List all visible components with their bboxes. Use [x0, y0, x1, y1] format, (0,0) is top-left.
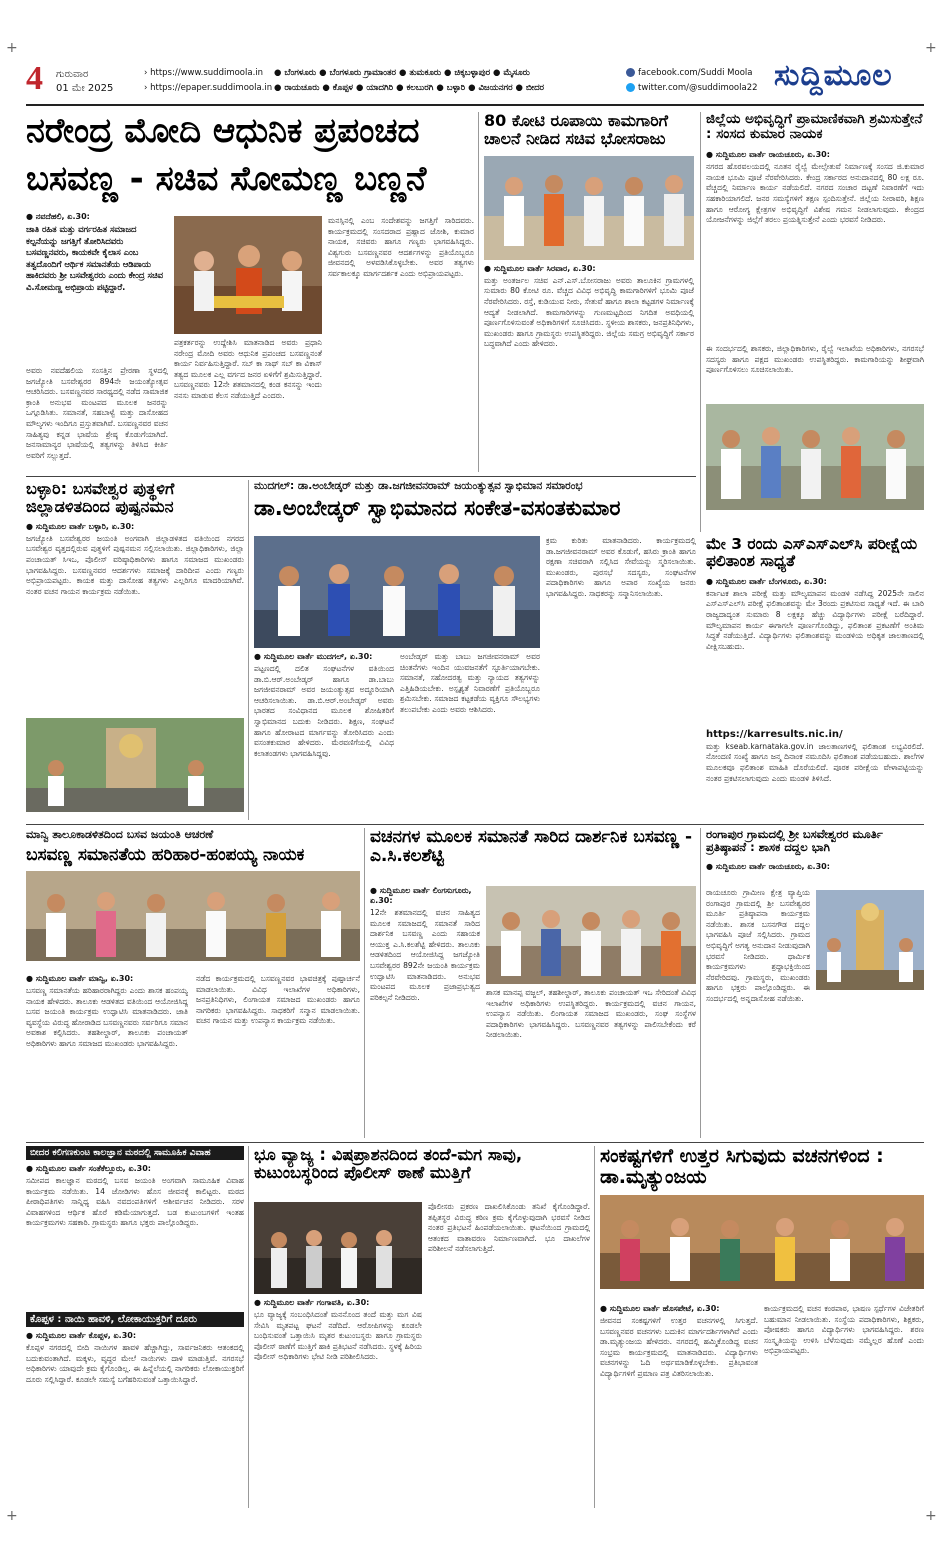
byline: ● ಸುದ್ದಿಮೂಲ ವಾರ್ತೆ ಬಳ್ಳಾರಿ, ಏ.30: [26, 521, 135, 531]
news-photo [484, 156, 694, 260]
byline: ● ಸುದ್ದಿಮೂಲ ವಾರ್ತೆ ಮುದಗಲ್, ಏ.30: [254, 652, 373, 661]
headline: ಕೊಪ್ಪಳ : ನಾಯಿ ಹಾವಳಿ, ಲೋಕಾಯುಕ್ತರಿಗೆ ದೂರು [26, 1312, 244, 1327]
body-text: ನಡೆದ ಕಾರ್ಯಕ್ರಮದಲ್ಲಿ ಬಸವಣ್ಣನವರ ಭಾವಚಿತ್ರಕ್ಕೆ ಪುಷ್ಪಾರ್ಚನೆ ಮಾಡಲಾಯಿತು. ವಿವಿಧ ಇಲಾಖೆಗಳ ಅಧಿಕಾರಿಗಳು, ಜನಪ್ರತಿನಿಧಿಗಳು, ಲಿಂಗಾಯತ ಸಮಾಜದ ಮುಖಂಡರು ಹಾಗೂ ನಾಗರಿಕರು ಭಾಗವಹಿಸಿದ್ದರು. ಸಾಧಕರಿಗೆ ಸನ್ಮಾನ ಮಾಡಲಾಯಿತು. ವಚನ ಗಾಯನ ಮತ್ತು ಉಪನ್ಯಾಸ ಕಾರ್ಯಕ್ರಮ ನಡೆಯಿತು. [196, 974, 360, 1026]
body-text: ಪೊಲೀಸರು ಪ್ರಕರಣ ದಾಖಲಿಸಿಕೊಂಡು ತನಿಖೆ ಕೈಗೊಂಡಿದ್ದಾರೆ. ತಪ್ಪಿತಸ್ಥರ ವಿರುದ್ಧ ಕಠಿಣ ಕ್ರಮ ಕೈಗೊಳ್ಳುವುದಾಗಿ ಭರವಸೆ ನೀಡಿದ ನಂತರ ಪ್ರತಿಭಟನೆ ಹಿಂಪಡೆಯಲಾಯಿತು. ಘಟನೆಯಿಂದ ಗ್ರಾಮದಲ್ಲಿ ಆತಂಕದ ವಾತಾವರಣ ನಿರ್ಮಾಣವಾಗಿದೆ. ಭೂ ದಾಖಲೆಗಳ ಪರಿಶೀಲನೆ ನಡೆಸಲಾಗುತ್ತಿದೆ. [428, 1202, 590, 1254]
page-number: 4 [26, 60, 43, 97]
facebook-link[interactable]: facebook.com/Suddi Moola [638, 68, 753, 78]
headline: ಜಿಲ್ಲೆಯ ಅಭಿವೃದ್ಧಿಗೆ ಪ್ರಾಮಾಣಿಕವಾಗಿ ಶ್ರಮಿಸುತ್ತೇನೆ : ಸಂಸದ ಕುಮಾರ ನಾಯಕ [706, 111, 923, 143]
globe-icon: › [144, 83, 151, 93]
byline: ● ಸುದ್ದಿಮೂಲ ವಾರ್ತೆ ಸಿರವಾರ, ಏ.30: [484, 263, 596, 273]
byline: ● ನವದೆಹಲಿ, ಏ.30: [26, 212, 90, 221]
body-text: ಪತ್ರಕರ್ತರನ್ನು ಉದ್ದೇಶಿಸಿ ಮಾತನಾಡಿದ ಅವರು ಪ್ರಧಾನಿ ನರೇಂದ್ರ ಮೋದಿ ಅವರು ಆಧುನಿಕ ಪ್ರಪಂಚದ ಬಸವಣ್ಣನಂತೆ ಕಾರ್ಯ ನಿರ್ವಹಿಸುತ್ತಿದ್ದಾರೆ. ಸಬ್ ಕಾ ಸಾಥ್ ಸಬ್ ಕಾ ವಿಕಾಸ್ ತತ್ವದ ಮೂಲಕ ಎಲ್ಲ ವರ್ಗದ ಜನರ ಏಳಿಗೆಗೆ ಶ್ರಮಿಸುತ್ತಿದ್ದಾರೆ. ಬಸವಣ್ಣನವರು 12ನೇ ಶತಮಾನದಲ್ಲಿ ಕಂಡ ಕನಸನ್ನು ಇಂದು ನನಸು ಮಾಡುವ ಕೆಲಸ ನಡೆಯುತ್ತಿದೆ ಎಂದರು. [174, 338, 322, 400]
masthead [26, 58, 926, 106]
body-text: ಮತ್ತು kseab.karnataka.gov.in ಜಾಲತಾಣಗಳಲ್ಲಿ ಫಲಿತಾಂಶ ಲಭ್ಯವಿರಲಿದೆ. ನೋಂದಣಿ ಸಂಖ್ಯೆ ಹಾಗೂ ಜನ್ಮ ದಿನಾಂಕ ನಮೂದಿಸಿ ಫಲಿತಾಂಶ ಪಡೆಯಬಹುದು. ಶಾಲೆಗಳ ಮೂಲಕವೂ ಫಲಿತಾಂಶ ಮಾಹಿತಿ ದೊರೆಯಲಿದೆ. ಪೂರಕ ಪರೀಕ್ಷೆಯ ವೇಳಾಪಟ್ಟಿಯನ್ನು ನಂತರ ಪ್ರಕಟಿಸಲಾಗುವುದು ಎಂದು ಮಂಡಳಿ ತಿಳಿಸಿದೆ. [706, 741, 924, 783]
article-bidar [26, 1146, 244, 1306]
article-vachana [370, 828, 696, 1138]
body-text: ಸಮೀಪದ ಕಾಲಜ್ಞಾನ ಮಠದಲ್ಲಿ ಬಸವ ಜಯಂತಿ ಅಂಗವಾಗಿ ಸಾಮೂಹಿಕ ವಿವಾಹ ಕಾರ್ಯಕ್ರಮ ನಡೆಯಿತು. 14 ಜೋಡಿಗಳು ಹೊಸ ಜೀವನಕ್ಕೆ ಕಾಲಿಟ್ಟರು. ಮಠದ ಪೀಠಾಧಿಪತಿಗಳು ಸಾನ್ನಿಧ್ಯ ವಹಿಸಿ ನವದಂಪತಿಗಳಿಗೆ ಆಶೀರ್ವಚನ ನೀಡಿದರು. ಸರಳ ವಿವಾಹಗಳಿಂದ ಆರ್ಥಿಕ ಹೊರೆ ಕಡಿಮೆಯಾಗುತ್ತದೆ. ಬಡ ಕುಟುಂಬಗಳಿಗೆ ಇಂತಹ ಕಾರ್ಯಕ್ರಮಗಳು ಸಹಕಾರಿ. ಗ್ರಾಮಸ್ಥರು ಹಾಗೂ ಭಕ್ತರು ಪಾಲ್ಗೊಂಡಿದ್ದರು. [26, 1176, 244, 1228]
headline: ಬೀದರ ಕಲಿಗಣಕುಂಟ ಕಾಲಜ್ಞಾನ ಮಠದಲ್ಲಿ ಸಾಮೂಹಿಕ ವಿವಾಹ [26, 1146, 244, 1160]
crop-mark: + [925, 40, 937, 56]
social-links [626, 66, 758, 96]
byline: ● ಸುದ್ದಿಮೂಲ ವಾರ್ತೆ ಮಾನ್ವಿ, ಏ.30: [26, 974, 134, 983]
body-text: ಕೊಪ್ಪಳ ನಗರದಲ್ಲಿ ಬೀದಿ ನಾಯಿಗಳ ಹಾವಳಿ ಹೆಚ್ಚಾಗಿದ್ದು, ಸಾರ್ವಜನಿಕರು ಆತಂಕದಲ್ಲಿ ಬದುಕುವಂತಾಗಿದೆ. ಮಕ್ಕಳು, ವೃದ್ಧರ ಮೇಲೆ ನಾಯಿಗಳು ದಾಳಿ ಮಾಡುತ್ತಿವೆ. ನಗರಸಭೆ ಅಧಿಕಾರಿಗಳು ಯಾವುದೇ ಕ್ರಮ ಕೈಗೊಂಡಿಲ್ಲ. ಈ ಹಿನ್ನೆಲೆಯಲ್ಲಿ ನಾಗರಿಕರು ಲೋಕಾಯುಕ್ತರಿಗೆ ದೂರು ಸಲ್ಲಿಸಿದ್ದಾರೆ. ಕೂಡಲೇ ಸಮಸ್ಯೆ ಬಗೆಹರಿಸುವಂತೆ ಒತ್ತಾಯಿಸಿದ್ದಾರೆ. [26, 1343, 244, 1384]
news-photo [174, 216, 322, 334]
crop-mark: + [6, 1508, 18, 1524]
twitter-icon [626, 83, 635, 92]
body-text: ಮತ್ತು ಅಂತರ್ಜಲ ಸಚಿವ ಎನ್.ಎಸ್.ಬೋಸರಾಜು ಅವರು ತಾಲೂಕಿನ ಗ್ರಾಮಗಳಲ್ಲಿ ಸುಮಾರು 80 ಕೋಟಿ ರೂ. ವೆಚ್ಚದ ವಿವಿಧ ಅಭಿವೃದ್ಧಿ ಕಾಮಗಾರಿಗಳಿಗೆ ಭೂಮಿ ಪೂಜೆ ನೆರವೇರಿಸಿದರು. ರಸ್ತೆ, ಕುಡಿಯುವ ನೀರು, ಸೇತುವೆ ಹಾಗೂ ಶಾಲಾ ಕಟ್ಟಡಗಳ ನಿರ್ಮಾಣಕ್ಕೆ ಆದ್ಯತೆ ನೀಡಲಾಗಿದೆ. ಕಾಮಗಾರಿಗಳನ್ನು ಗುಣಮಟ್ಟದಿಂದ ನಿಗದಿತ ಅವಧಿಯಲ್ಲಿ ಪೂರ್ಣಗೊಳಿಸುವಂತೆ ಅಧಿಕಾರಿಗಳಿಗೆ ಸೂಚಿಸಿದರು. ಸ್ಥಳೀಯ ಶಾಸಕರು, ಜನಪ್ರತಿನಿಧಿಗಳು, ಮುಖಂಡರು ಹಾಗೂ ಗ್ರಾಮಸ್ಥರು ಉಪಸ್ಥಿತರಿದ್ದರು. ಜಿಲ್ಲೆಯ ಸಮಗ್ರ ಅಭಿವೃದ್ಧಿಗೆ ಸರ್ಕಾರ ಬದ್ಧವಾಗಿದೆ ಎಂದು ಹೇಳಿದರು. [484, 275, 694, 349]
column-rule [248, 480, 249, 820]
body-text: ಅಂಬೇಡ್ಕರ್ ಮತ್ತು ಬಾಬು ಜಗಜೀವನರಾಮ್ ಅವರ ಚಿಂತನೆಗಳು ಇಂದಿನ ಯುವಜನತೆಗೆ ಸ್ಫೂರ್ತಿಯಾಗಬೇಕು. ಸಮಾನತೆ, ಸಹೋದರತ್ವ ಮತ್ತು ನ್ಯಾಯದ ತತ್ವಗಳನ್ನು ಎತ್ತಿಹಿಡಿಯಬೇಕು. ಅಸ್ಪೃಶ್ಯತೆ ನಿವಾರಣೆಗೆ ಪ್ರತಿಯೊಬ್ಬರೂ ಶ್ರಮಿಸಬೇಕು. ಸಮಾಜದ ಕಟ್ಟಕಡೆಯ ವ್ಯಕ್ತಿಗೂ ಸೌಲಭ್ಯಗಳು ತಲುಪಬೇಕು ಎಂದು ಅವರು ಆಶಿಸಿದರು. [400, 652, 540, 714]
byline: ● ಸುದ್ದಿಮೂಲ ವಾರ್ತೆ ಕೊಪ್ಪಳ, ಏ.30: [26, 1331, 137, 1340]
body-text: ಬಸವಣ್ಣ ಸಮಾನತೆಯ ಹರಿಹಾರರಾಗಿದ್ದರು ಎಂದು ಶಾಸಕ ಹಂಪಯ್ಯ ನಾಯಕ ಹೇಳಿದರು. ತಾಲೂಕು ಆಡಳಿತದ ವತಿಯಿಂದ ಆಯೋಜಿಸಿದ್ದ ಬಸವ ಜಯಂತಿ ಕಾರ್ಯಕ್ರಮ ಉದ್ಘಾಟಿಸಿ ಮಾತನಾಡಿದರು. ಜಾತಿ ವ್ಯವಸ್ಥೆಯ ವಿರುದ್ಧ ಹೋರಾಡಿದ ಬಸವಣ್ಣನವರು ಸರ್ವರಿಗೂ ಸಮಾನ ಅವಕಾಶ ಕಲ್ಪಿಸಿದರು. ತಹಶೀಲ್ದಾರ್, ತಾಲೂಕು ಪಂಚಾಯತ್ ಅಧಿಕಾರಿಗಳು ಹಾಗೂ ಸಮಾಜದ ಮುಖಂಡರು ಭಾಗವಹಿಸಿದ್ದರು. [26, 986, 188, 1048]
byline: ● ಸುದ್ದಿಮೂಲ ವಾರ್ತೆ ಹೊಸಪೇಟೆ, ಏ.30: [600, 1304, 720, 1313]
headline: ಸಂಕಷ್ಟಗಳಿಗೆ ಉತ್ತರ ಸಿಗುವುದು ವಚನಗಳಿಂದ : ಡಾ.ಮೃತ್ಯುಂಜಯ [600, 1145, 884, 1189]
column-rule [248, 1146, 249, 1508]
headline: ಡಾ.ಅಂಬೇಡ್ಕರ್ ಸ್ವಾಭಿಮಾನದ ಸಂಕೇತ-ವಸಂತಕುಮಾರ [254, 496, 621, 520]
column-rule [594, 1146, 595, 1508]
news-photo [254, 536, 540, 648]
headline: 80 ಕೋಟಿ ರೂಪಾಯಿ ಕಾಮಗಾರಿಗೆ ಚಾಲನೆ ನೀಡಿದ ಸಚಿವ ಭೋಸರಾಜು [484, 111, 668, 148]
article-ballari [26, 480, 244, 820]
news-photo [486, 886, 696, 984]
masthead-rule [26, 104, 924, 106]
news-photo [816, 890, 924, 990]
article-rangapura [706, 828, 924, 1138]
body-text: ಕಾರ್ಯಕ್ರಮದಲ್ಲಿ ವಚನ ಕಂಠಪಾಠ, ಭಾಷಣ ಸ್ಪರ್ಧೆಗಳ ವಿಜೇತರಿಗೆ ಬಹುಮಾನ ನೀಡಲಾಯಿತು. ಸಂಸ್ಥೆಯ ಪದಾಧಿಕಾರಿಗಳು, ಶಿಕ್ಷಕರು, ಪೋಷಕರು ಹಾಗೂ ವಿದ್ಯಾರ್ಥಿಗಳು ಭಾಗವಹಿಸಿದ್ದರು. ಶರಣ ಸಂಸ್ಕೃತಿಯನ್ನು ಉಳಿಸಿ ಬೆಳೆಸುವುದು ನಮ್ಮೆಲ್ಲರ ಹೊಣೆ ಎಂದು ಅಭಿಪ್ರಾಯಪಟ್ಟರು. [764, 1304, 924, 1356]
body-text: ಕರ್ನಾಟಕ ಶಾಲಾ ಪರೀಕ್ಷೆ ಮತ್ತು ಮೌಲ್ಯಮಾಪನ ಮಂಡಳಿ ನಡೆಸಿದ್ದ 2025ನೇ ಸಾಲಿನ ಎಸ್‌ಎಸ್‌ಎಲ್‌ಸಿ ಪರೀಕ್ಷೆ ಫಲಿತಾಂಶವನ್ನು ಮೇ 3ರಂದು ಪ್ರಕಟಿಸುವ ಸಾಧ್ಯತೆ ಇದೆ. ಈ ಬಾರಿ ರಾಜ್ಯದಾದ್ಯಂತ ಸುಮಾರು 8 ಲಕ್ಷಕ್ಕೂ ಹೆಚ್ಚು ವಿದ್ಯಾರ್ಥಿಗಳು ಪರೀಕ್ಷೆ ಬರೆದಿದ್ದಾರೆ. ಮೌಲ್ಯಮಾಪನ ಕಾರ್ಯ ಈಗಾಗಲೇ ಪೂರ್ಣಗೊಂಡಿದ್ದು, ಫಲಿತಾಂಶ ಪ್ರಕಟಣೆಗೆ ಅಂತಿಮ ಸಿದ್ಧತೆ ನಡೆಯುತ್ತಿದೆ. ವಿದ್ಯಾರ್ಥಿಗಳು ಫಲಿತಾಂಶವನ್ನು ಮಂಡಳಿಯ ಅಧಿಕೃತ ಜಾಲತಾಣದಲ್ಲಿ ವೀಕ್ಷಿಸಬಹುದು. [706, 588, 924, 651]
news-photo [600, 1195, 924, 1289]
headline: ನರೇಂದ್ರ ಮೋದಿ ಆಧುನಿಕ ಪ್ರಪಂಚದ [26, 111, 420, 151]
globe-icon: › [144, 68, 151, 78]
headline: ವಚನಗಳ ಮೂಲಕ ಸಮಾನತೆ ಸಾರಿದ ದಾರ್ಶನಿಕ ಬಸವಣ್ಣ - ಎ.ಸಿ.ಕಲಶೆಟ್ಟಿ [370, 827, 693, 867]
lead-text: ಜಾತಿ ರಹಿತ ಮತ್ತು ವರ್ಗರಹಿತ ಸಮಾಜದ ಕಲ್ಪನೆಯನ್ನು ಜಗತ್ತಿಗೆ ತೋರಿಸಿದವರು ಬಸವಣ್ಣನವರು, ಕಾಯಕವೇ ಕೈಲಾಸ ಎಂಬ ತತ್ವದೊಂದಿಗೆ ಆರ್ಥಿಕ ಸಮಾನತೆಯ ಆಡಿಪಾಯ ಹಾಕಿದವರು ಶ್ರೀ ಬಸವೇಶ್ವರರು ಎಂದು ಕೇಂದ್ರ ಸಚಿವ ವಿ.ಸೋಮಣ್ಣ ಅಭಿಪ್ರಾಯ ಪಟ್ಟಿದ್ದಾರೆ. [26, 224, 163, 292]
results-link[interactable]: https://karresults.nic.in/ [706, 728, 843, 740]
article-ambedkar [254, 480, 696, 820]
column-rule [700, 828, 701, 1138]
article-mruthyunjaya [600, 1146, 924, 1508]
article-sslc [706, 536, 924, 820]
day-label: ಗುರುವಾರ [56, 69, 89, 80]
byline: ● ಸುದ್ದಿಮೂಲ ವಾರ್ತೆ ಗಂಗಾವತಿ, ಏ.30: [254, 1298, 370, 1307]
byline: ● ಸುದ್ದಿಮೂಲ ವಾರ್ತೆ ರಾಯಚೂರು, ಏ.30: [706, 861, 830, 871]
article-bhosaraju [484, 112, 694, 472]
article-koppal [26, 1312, 244, 1508]
body-text: ನಗರದ ಹೊರವಲಯದಲ್ಲಿ ನೂತನ ರೈಲ್ವೆ ಮೇಲ್ಸೇತುವೆ ನಿರ್ಮಾಣಕ್ಕೆ ಸಂಸದ ಜಿ.ಕುಮಾರ ನಾಯಕ ಭೂಮಿ ಪೂಜೆ ನೆರವೇರಿಸಿದರು. ಕೇಂದ್ರ ಸರ್ಕಾರದ ಅನುದಾನದಲ್ಲಿ 80 ಲಕ್ಷ ರೂ. ವೆಚ್ಚದಲ್ಲಿ ನಿರ್ಮಾಣ ಕಾರ್ಯ ನಡೆಯಲಿದೆ. ನಗರದ ಸಂಚಾರ ದಟ್ಟಣೆ ನಿವಾರಣೆಗೆ ಇದು ಸಹಕಾರಿಯಾಗಲಿದೆ. ಜನರ ಸಮಸ್ಯೆಗಳಿಗೆ ತಕ್ಷಣ ಸ್ಪಂದಿಸುತ್ತೇನೆ. ಜಿಲ್ಲೆಯ ನೀರಾವರಿ, ಶಿಕ್ಷಣ ಹಾಗೂ ಆರೋಗ್ಯ ಕ್ಷೇತ್ರಗಳ ಅಭಿವೃದ್ಧಿಗೆ ವಿಶೇಷ ಗಮನ ನೀಡಲಾಗುವುದು. ಕೇಂದ್ರದ ಯೋಜನೆಗಳನ್ನು ಜಿಲ್ಲೆಗೆ ತರಲು ಪ್ರಯತ್ನಿಸುತ್ತೇನೆ ಎಂದು ಭರವಸೆ ನೀಡಿದರು. [706, 162, 924, 225]
headline: ಮೇ 3 ರಂದು ಎಸ್‌ಎಸ್‌ಎಲ್‌ಸಿ ಪರೀಕ್ಷೆಯ ಫಲಿತಾಂಶ ಸಾಧ್ಯತೆ [706, 535, 918, 571]
byline: ● ಸುದ್ದಿಮೂಲ ವಾರ್ತೆ ಸಂತೆಕೆಲ್ಲೂರು, ಏ.30: [26, 1164, 151, 1173]
body-text: ಶಾಸಕ ಮಾನಪ್ಪ ವಜ್ಜಲ್, ತಹಶೀಲ್ದಾರ್, ತಾಲೂಕು ಪಂಚಾಯತ್ ಇಒ ಸೇರಿದಂತೆ ವಿವಿಧ ಇಲಾಖೆಗಳ ಅಧಿಕಾರಿಗಳು ಉಪಸ್ಥಿತರಿದ್ದರು. ಕಾರ್ಯಕ್ರಮದಲ್ಲಿ ವಚನ ಗಾಯನ, ಉಪನ್ಯಾಸ ನಡೆಯಿತು. ಲಿಂಗಾಯತ ಸಮಾಜದ ಮುಖಂಡರು, ಸಂಘ ಸಂಸ್ಥೆಗಳ ಪದಾಧಿಕಾರಿಗಳು ಭಾಗವಹಿಸಿದ್ದರು. ಬಸವಣ್ಣನವರ ತತ್ವಗಳನ್ನು ಪಾಲಿಸಬೇಕೆಂದು ಕರೆ ನೀಡಲಾಯಿತು. [486, 988, 696, 1040]
headline: ಭೂ ವ್ಯಾಜ್ಯ : ವಿಷಪ್ರಾಶನದಿಂದ ತಂದೆ-ಮಗ ಸಾವು, ಕುಟುಂಬಸ್ಥರಿಂದ ಪೊಲೀಸ್ ಠಾಣೆ ಮುತ್ತಿಗೆ [254, 1145, 523, 1183]
section-rule [26, 476, 696, 477]
byline: ● ಸುದ್ದಿಮೂಲ ವಾರ್ತೆ ಬೆಂಗಳೂರು, ಏ.30: [706, 576, 827, 586]
epaper-link[interactable]: https://epaper.suddimoola.in [150, 83, 273, 93]
byline: ● ಸುದ್ದಿಮೂಲ ವಾರ್ತೆ ರಾಯಚೂರು, ಏ.30: [706, 150, 830, 160]
headline: ರಂಗಾಪುರ ಗ್ರಾಮದಲ್ಲಿ ಶ್ರೀ ಬಸವೇಶ್ವರರ ಮೂರ್ತಿ ಪ್ರತಿಷ್ಠಾಪನೆ : ಶಾಸಕ ದದ್ದಲ ಭಾಗಿ [706, 827, 883, 854]
article-kumar-nayak [706, 112, 924, 532]
byline: ● ಸುದ್ದಿಮೂಲ ವಾರ್ತೆ ಲಿಂಗಸುಗೂರು, ಏ.30: [370, 886, 472, 905]
body-text: ಪಟ್ಟಣದಲ್ಲಿ ದಲಿತ ಸಂಘಟನೆಗಳ ವತಿಯಿಂದ ಡಾ.ಬಿ.ಆರ್.ಅಂಬೇಡ್ಕರ್ ಹಾಗೂ ಡಾ.ಬಾಬು ಜಗಜೀವನರಾಮ್ ಅವರ ಜಯಂತ್ಯುತ್ಸವ ಅದ್ಧೂರಿಯಾಗಿ ಆಚರಿಸಲಾಯಿತು. ಡಾ.ಬಿ.ಆರ್.ಅಂಬೇಡ್ಕರ್ ಅವರು ಭಾರತದ ಸಂವಿಧಾನದ ಮೂಲಕ ಶೋಷಿತರಿಗೆ ಸ್ವಾಭಿಮಾನದ ಬದುಕು ನೀಡಿದರು. ಶಿಕ್ಷಣ, ಸಂಘಟನೆ ಹಾಗೂ ಹೋರಾಟದ ಮಾರ್ಗವನ್ನು ತೋರಿಸಿದರು ಎಂದು ವಸಂತಕುಮಾರ ಹೇಳಿದರು. ಮೆರವಣಿಗೆಯಲ್ಲಿ ವಿವಿಧ ಕಲಾತಂಡಗಳು ಭಾಗವಹಿಸಿದ್ದವು. [254, 664, 394, 758]
website-link[interactable]: https://www.suddimoola.in [150, 68, 264, 78]
city-row: ● ಬೆಂಗಳೂರು ● ಬೆಂಗಳೂರು ಗ್ರಾಮಾಂತರ ● ತುಮಕೂರು ● ಚಿಕ್ಕಬಳ್ಳಾಪುರ ● ಮೈಸೂರು [274, 68, 530, 78]
crop-mark: + [6, 40, 18, 56]
body-text: ಮನಸ್ಸಿನಲ್ಲಿ ಎಂಬ ಸಂದೇಶವನ್ನು ಜಗತ್ತಿಗೆ ಸಾರಿದವರು. ಕಾರ್ಯಕ್ರಮದಲ್ಲಿ ಸಂಸದರಾದ ಪ್ರಹ್ಲಾದ ಜೋಶಿ, ಕುಮಾರ ನಾಯಕ, ಸಚಿವರು ಹಾಗೂ ಗಣ್ಯರು ಭಾಗವಹಿಸಿದ್ದರು. ವಿಶ್ವಗುರು ಬಸವಣ್ಣನವರ ಆದರ್ಶಗಳನ್ನು ಪ್ರತಿಯೊಬ್ಬರೂ ಜೀವನದಲ್ಲಿ ಅಳವಡಿಸಿಕೊಳ್ಳಬೇಕು. ಅವರ ತತ್ವಗಳು ಸರ್ವಕಾಲಕ್ಕೂ ಮಾರ್ಗದರ್ಶಕ ಎಂದು ಅಭಿಪ್ರಾಯಪಟ್ಟರು. [328, 216, 474, 278]
body-text: 12ನೇ ಶತಮಾನದಲ್ಲಿ ವಚನ ಸಾಹಿತ್ಯದ ಮೂಲಕ ಸಮಾಜದಲ್ಲಿ ಸಮಾನತೆ ಸಾರಿದ ದಾರ್ಶನಿಕ ಬಸವಣ್ಣ ಎಂದು ಸಹಾಯಕ ಆಯುಕ್ತ ಎ.ಸಿ.ಕಲಶೆಟ್ಟಿ ಹೇಳಿದರು. ತಾಲೂಕು ಆಡಳಿತದಿಂದ ಆಯೋಜಿಸಿದ್ದ ಜಗಜ್ಯೋತಿ ಬಸವೇಶ್ವರರ 892ನೇ ಜಯಂತಿ ಕಾರ್ಯಕ್ರಮ ಉದ್ಘಾಟಿಸಿ ಮಾತನಾಡಿದರು. ಅನುಭವ ಮಂಟಪದ ಮೂಲಕ ಪ್ರಜಾಪ್ರಭುತ್ವದ ಪರಿಕಲ್ಪನೆ ನೀಡಿದರು. [370, 908, 480, 1002]
column-rule [478, 112, 479, 472]
kicker: ಮಾನ್ವಿ ತಾಲೂಕಾಡಳಿತದಿಂದ ಬಸವ ಜಯಂತಿ ಆಚರಣೆ [26, 828, 214, 841]
newspaper-logo: ಸುದ್ದಿಮೂಲ [774, 58, 893, 93]
kicker: ಮುದಗಲ್: ಡಾ.ಅಂಬೇಡ್ಕರ್ ಮತ್ತು ಡಾ.ಜಗಜೀವನರಾಮ್ ಜಯಂತ್ಯುತ್ಸವ ಸ್ವಾಭಿಮಾನ ಸಮಾರಂಭ [254, 480, 583, 492]
date-box [56, 68, 113, 96]
news-photo [26, 871, 360, 961]
facebook-icon [626, 68, 635, 77]
article-modi [26, 112, 474, 472]
website-links [144, 66, 272, 96]
headline: ಬಳ್ಳಾರಿ: ಬಸವೇಶ್ವರ ಪುತ್ಥಳಿಗೆ ಜಿಲ್ಲಾಡಳಿತದಿಂದ ಪುಷ್ಪನಮನ [26, 479, 175, 516]
headline: ಬಸವಣ್ಣ ಸಮಾನತೆಯ ಹರಿಹಾರ-ಹಂಪಯ್ಯ ನಾಯಕ [26, 845, 305, 865]
news-photo [26, 718, 244, 812]
body-text: ರಾಯಚೂರು ಗ್ರಾಮೀಣ ಕ್ಷೇತ್ರ ವ್ಯಾಪ್ತಿಯ ರಂಗಾಪುರ ಗ್ರಾಮದಲ್ಲಿ ಶ್ರೀ ಬಸವೇಶ್ವರರ ಮೂರ್ತಿ ಪ್ರತಿಷ್ಠಾಪನಾ ಕಾರ್ಯಕ್ರಮ ನಡೆಯಿತು. ಶಾಸಕ ಬಸನಗೌಡ ದದ್ದಲ ಭಾಗವಹಿಸಿ ಪೂಜೆ ಸಲ್ಲಿಸಿದರು. ಗ್ರಾಮದ ಅಭಿವೃದ್ಧಿಗೆ ಅಗತ್ಯ ಅನುದಾನ ನೀಡುವುದಾಗಿ ಭರವಸೆ ನೀಡಿದರು. ಧಾರ್ಮಿಕ ಕಾರ್ಯಕ್ರಮಗಳು ಶ್ರದ್ಧಾಭಕ್ತಿಯಿಂದ ನೆರವೇರಿದವು. ಗ್ರಾಮಸ್ಥರು, ಮುಖಂಡರು ಹಾಗೂ ಭಕ್ತರು ಪಾಲ್ಗೊಂಡಿದ್ದರು. ಈ ಸಂದರ್ಭದಲ್ಲಿ ಅನ್ನದಾಸೋಹ ನಡೆಯಿತು. [706, 888, 810, 1003]
city-row: ● ರಾಯಚೂರು ● ಕೊಪ್ಪಳ ● ಯಾದಗಿರಿ ● ಕಲಬುರಗಿ ● ಬಳ್ಳಾರಿ ● ವಿಜಯನಗರ ● ಬೀದರ [274, 83, 545, 93]
column-rule [364, 828, 365, 1138]
news-photo [706, 404, 924, 510]
column-rule [700, 112, 701, 532]
article-manvi [26, 828, 360, 1138]
section-rule [26, 824, 924, 825]
city-list [274, 66, 544, 96]
crop-mark: + [925, 1508, 937, 1524]
news-photo [254, 1202, 422, 1294]
headline: ಬಸವಣ್ಣ - ಸಚಿವ ಸೋಮಣ್ಣ ಬಣ್ಣನೆ [26, 159, 427, 199]
twitter-link[interactable]: twitter.com/@suddimoola22 [638, 83, 758, 93]
body-text: ಭೂ ವ್ಯಾಜ್ಯಕ್ಕೆ ಸಂಬಂಧಿಸಿದಂತೆ ಮನನೊಂದ ತಂದೆ ಮತ್ತು ಮಗ ವಿಷ ಸೇವಿಸಿ ಮೃತಪಟ್ಟ ಘಟನೆ ನಡೆದಿದೆ. ಆರೋಪಿಗಳನ್ನು ಕೂಡಲೇ ಬಂಧಿಸುವಂತೆ ಒತ್ತಾಯಿಸಿ ಮೃತರ ಕುಟುಂಬಸ್ಥರು ಹಾಗೂ ಗ್ರಾಮಸ್ಥರು ಪೊಲೀಸ್ ಠಾಣೆಗೆ ಮುತ್ತಿಗೆ ಹಾಕಿ ಪ್ರತಿಭಟನೆ ನಡೆಸಿದರು. ಸ್ಥಳಕ್ಕೆ ಹಿರಿಯ ಪೊಲೀಸ್ ಅಧಿಕಾರಿಗಳು ಭೇಟಿ ನೀಡಿ ಪರಿಶೀಲಿಸಿದರು. [254, 1310, 422, 1362]
section-rule [26, 1142, 924, 1143]
body-text: ಅವರು ನವದೆಹಲಿಯ ಸಂಸತ್ತಿನ ಪ್ರೇರಣಾ ಸ್ಥಳದಲ್ಲಿ ಜಗಜ್ಯೋತಿ ಬಸವೇಶ್ವರರ 894ನೇ ಜಯಂತ್ಯೋತ್ಸವ ಆಚರಿಸಿದರು. ಬಸವಣ್ಣನವರ ಸಾರಥ್ಯದಲ್ಲಿ ನಡೆದ ಸಾಮಾಜಿಕ ಕ್ರಾಂತಿ ಅನುಭವ ಮಂಟಪದ ಮೂಲಕ ಜನರನ್ನು ಒಗ್ಗೂಡಿಸಿತು. ಸಮಾನತೆ, ಸಹಬಾಳ್ವೆ ಮತ್ತು ದಾಸೋಹದ ಮೌಲ್ಯಗಳು ಇಂದಿಗೂ ಪ್ರಸ್ತುತವಾಗಿವೆ. ಬಸವಣ್ಣನವರ ವಚನ ಸಾಹಿತ್ಯವು ಕನ್ನಡ ಭಾಷೆಯ ಶ್ರೇಷ್ಠ ಕೊಡುಗೆಯಾಗಿದೆ. ಜನಸಾಮಾನ್ಯರ ಭಾಷೆಯಲ್ಲಿ ತತ್ವಗಳನ್ನು ತಿಳಿಸಿದ ಕೀರ್ತಿ ಅವರಿಗೆ ಸಲ್ಲುತ್ತದೆ. [26, 366, 168, 460]
body-text: ಜಗಜ್ಯೋತಿ ಬಸವೇಶ್ವರರ ಜಯಂತಿ ಅಂಗವಾಗಿ ಜಿಲ್ಲಾಡಳಿತದ ವತಿಯಿಂದ ನಗರದ ಬಸವೇಶ್ವರ ವೃತ್ತದಲ್ಲಿರುವ ಪುತ್ಥಳಿಗೆ ಪುಷ್ಪನಮನ ಸಲ್ಲಿಸಲಾಯಿತು. ಜಿಲ್ಲಾಧಿಕಾರಿಗಳು, ಜಿಲ್ಲಾ ಪಂಚಾಯತ್ ಸಿಇಒ, ಪೊಲೀಸ್ ವರಿಷ್ಠಾಧಿಕಾರಿಗಳು ಹಾಗೂ ಸಮಾಜದ ಮುಖಂಡರು ಭಾಗವಹಿಸಿದ್ದರು. ಬಸವಣ್ಣನವರ ಆದರ್ಶಗಳು ಸಮಾಜಕ್ಕೆ ದಾರಿದೀಪ ಎಂದು ಗಣ್ಯರು ಅಭಿಪ್ರಾಯಪಟ್ಟರು. ಕಾಯಕ ಮತ್ತು ದಾಸೋಹ ತತ್ವಗಳು ಎಲ್ಲರಿಗೂ ಮಾದರಿಯಾಗಿವೆ. ನಂತರ ವಚನ ಗಾಯನ ಕಾರ್ಯಕ್ರಮ ನಡೆಯಿತು. [26, 533, 244, 596]
body-text: ಜೀವನದ ಸಂಕಷ್ಟಗಳಿಗೆ ಉತ್ತರ ವಚನಗಳಲ್ಲಿ ಸಿಗುತ್ತದೆ. ಬಸವಣ್ಣನವರ ವಚನಗಳು ಬದುಕಿನ ಮಾರ್ಗದರ್ಶಿಗಳಾಗಿವೆ ಎಂದು ಡಾ.ಮೃತ್ಯುಂಜಯ ಹೇಳಿದರು. ನಗರದಲ್ಲಿ ಹಮ್ಮಿಕೊಂಡಿದ್ದ ವಚನ ಸಂಭ್ರಮ ಕಾರ್ಯಕ್ರಮದಲ್ಲಿ ಮಾತನಾಡಿದರು. ವಿದ್ಯಾರ್ಥಿಗಳು ವಚನಗಳನ್ನು ಓದಿ ಅರ್ಥಮಾಡಿಕೊಳ್ಳಬೇಕು. ಪ್ರತಿಭಾವಂತ ವಿದ್ಯಾರ್ಥಿಗಳಿಗೆ ಪ್ರಮಾಣ ಪತ್ರ ವಿತರಿಸಲಾಯಿತು. [600, 1316, 758, 1378]
date-label: 01 ಮೇ 2025 [56, 83, 114, 94]
article-land-dispute [254, 1146, 590, 1508]
body-text: ಈ ಸಂದರ್ಭದಲ್ಲಿ ಶಾಸಕರು, ಜಿಲ್ಲಾಧಿಕಾರಿಗಳು, ರೈಲ್ವೆ ಇಲಾಖೆಯ ಅಧಿಕಾರಿಗಳು, ನಗರಸಭೆ ಸದಸ್ಯರು ಹಾಗೂ ಪಕ್ಷದ ಮುಖಂಡರು ಉಪಸ್ಥಿತರಿದ್ದರು. ಕಾಮಗಾರಿಯನ್ನು ಶೀಘ್ರವಾಗಿ ಪೂರ್ಣಗೊಳಿಸಲು ಸೂಚಿಸಲಾಯಿತು. [706, 344, 924, 375]
body-text: ಕ್ರಮ ಕುರಿತು ಮಾತನಾಡಿದರು. ಕಾರ್ಯಕ್ರಮದಲ್ಲಿ ಡಾ.ಜಗಜೀವನರಾಮ್ ಅವರ ಕೊಡುಗೆ, ಹಸಿರು ಕ್ರಾಂತಿ ಹಾಗೂ ರಕ್ಷಣಾ ಸಚಿವರಾಗಿ ಸಲ್ಲಿಸಿದ ಸೇವೆಯನ್ನು ಸ್ಮರಿಸಲಾಯಿತು. ಮುಖಂಡರು, ಪುರಸಭೆ ಸದಸ್ಯರು, ಸಂಘಟನೆಗಳ ಪದಾಧಿಕಾರಿಗಳು ಹಾಗೂ ಅಪಾರ ಸಂಖ್ಯೆಯ ಜನರು ಭಾಗವಹಿಸಿದ್ದರು. ಸಾಧಕರನ್ನು ಸನ್ಮಾನಿಸಲಾಯಿತು. [546, 536, 696, 598]
